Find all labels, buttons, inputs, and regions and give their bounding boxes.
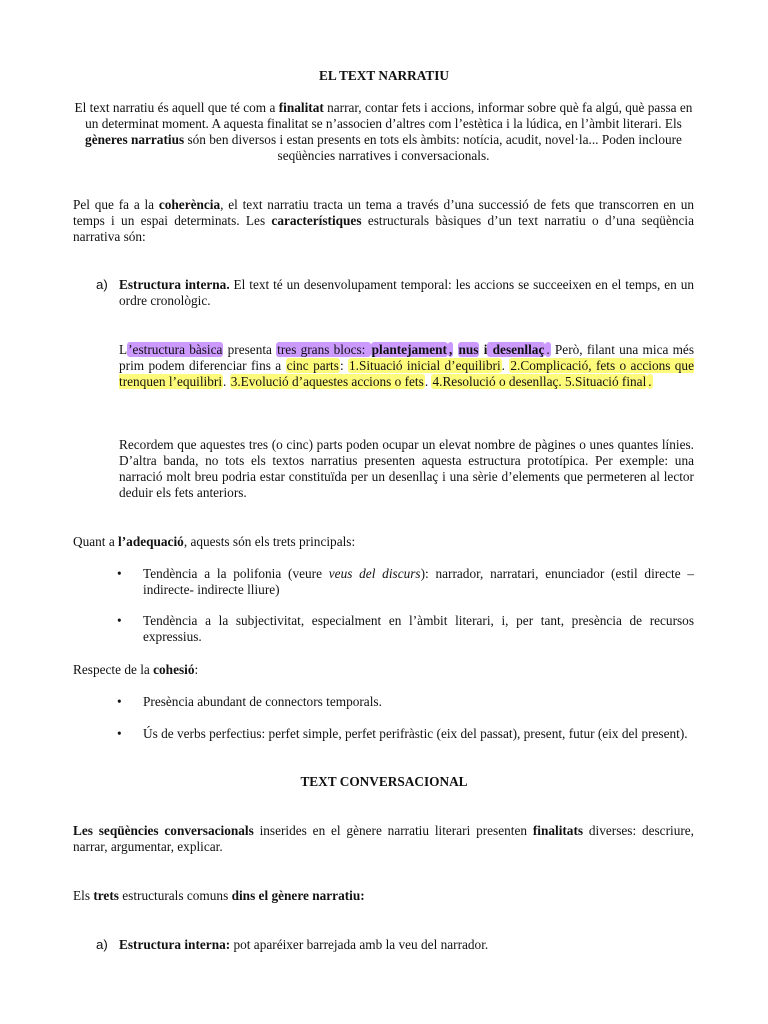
seq-text: inserides en el gènere narratiu literari presenten bbox=[253, 823, 533, 838]
text-run: L bbox=[119, 342, 128, 357]
bullet-icon: • bbox=[117, 694, 122, 709]
highlight-purple: . bbox=[546, 342, 550, 357]
highlight-yellow: 3.Evolució d’aquestes accions o fets bbox=[230, 374, 424, 389]
intro-text: són ben diversos i estan presents en tots els àmbits: notícia, acudit, novel·la... Poden incloure seqüències narratives i conversacionals. bbox=[184, 132, 682, 163]
coherencia-text: , el text narratiu tracta un tema a través d’una successió de fets que transcorren en un temps i un espai determinats. Les bbox=[73, 197, 695, 228]
bold-i: i bbox=[483, 342, 488, 357]
finalitats-bold: finalitats bbox=[532, 823, 584, 838]
intro-text: El text narratiu és aquell que té com a bbox=[74, 100, 279, 115]
bullet-icon: • bbox=[117, 726, 122, 741]
trets-bold: trets bbox=[93, 888, 119, 903]
coherencia-paragraph bbox=[73, 197, 694, 245]
highlight-yellow: . bbox=[648, 374, 652, 389]
cohesio-text: Respecte de la bbox=[73, 662, 154, 677]
cohesio-bullet-1: Presència abundant de connectors temporals. bbox=[143, 694, 382, 709]
adequacio-bullet-1 bbox=[143, 566, 694, 598]
trets-text: Els bbox=[73, 888, 94, 903]
text-run: presenta bbox=[223, 342, 277, 357]
text-run: Però, filant una mica més prim podem diferenciar fins a bbox=[119, 342, 695, 373]
adequacio-text: Quant a bbox=[73, 534, 119, 549]
cohesio-bullet-2: Ús de verbs perfectius: perfet simple, perfet perifràstic (eix del passat), present, futur (eix del present). bbox=[143, 726, 688, 741]
coherencia-bold: coherència bbox=[158, 197, 221, 212]
adequacio-bullet-2: Tendència a la subjectivitat, especialment en l’àmbit literari, i, per tant, presència de recursos expressius. bbox=[143, 613, 694, 644]
highlight-purple: tres grans blocs: bbox=[277, 342, 370, 357]
bullet-icon: • bbox=[117, 566, 122, 581]
adequacio-paragraph bbox=[73, 534, 694, 550]
text-run: : bbox=[339, 358, 348, 373]
text-run: . bbox=[501, 358, 510, 373]
seq-paragraph bbox=[73, 823, 694, 855]
highlight-yellow: cinc parts bbox=[286, 358, 339, 373]
bullet-italic: veus del discurs bbox=[328, 566, 421, 581]
caracteristiques-bold: característiques bbox=[271, 213, 362, 228]
trets-bold-genere: dins el gènere narratiu: bbox=[231, 888, 365, 903]
cohesio-paragraph bbox=[73, 662, 694, 678]
highlight-yellow: 4.Resolució o desenllaç. 5.Situació final bbox=[432, 374, 647, 389]
recordem-paragraph: Recordem que aquestes tres (o cinc) parts poden ocupar un elevat nombre de pàgines o unes quantes línies. D’altra banda, no tots els textos narratius presenten aquesta estructura prototípica. Per exemple: una narració molt breu podria estar constituïda per un desenllaç i una sèrie d’elements que permeteren al lector deduir els fets anteriors. bbox=[119, 437, 694, 500]
adequacio-text: , aquests són els trets principals: bbox=[183, 534, 356, 549]
highlight-purple-plantejament: plantejament bbox=[371, 342, 447, 357]
coherencia-text: Pel que fa a la bbox=[73, 197, 159, 212]
structure-paragraph bbox=[119, 342, 694, 390]
seq-text: diverses: descriure, narrar, argumentar, explicar. bbox=[73, 823, 694, 854]
highlight-yellow: 1.Situació inicial d’equilibri bbox=[349, 358, 501, 373]
highlight-yellow: 2.Complicació, fets o accions que trenquen l’equilibri bbox=[119, 358, 694, 389]
highlight-purple-nus: nus bbox=[458, 342, 479, 357]
coherencia-text: estructurals bàsiques d’un text narratiu o d’una seqüència narrativa són: bbox=[73, 213, 694, 244]
highlight-purple: ’estructura bàsica bbox=[128, 342, 223, 357]
intro-bold-generes: gèneres narratius bbox=[85, 132, 185, 147]
seq-bold: Les seqüències conversacionals bbox=[73, 823, 254, 838]
trets-text: estructurals comuns bbox=[118, 888, 232, 903]
cohesio-bold: cohesió bbox=[153, 662, 195, 677]
cohesio-text: : bbox=[194, 662, 199, 677]
item-a2-text: pot aparéixer barrejada amb la veu del narrador. bbox=[230, 937, 489, 952]
item-a-paragraph bbox=[119, 277, 694, 309]
item-a2-paragraph bbox=[119, 937, 694, 953]
bullet-text: Tendència a la polifonia (veure bbox=[143, 566, 329, 581]
bullet-text: ): narrador, narratari, enunciador (estil directe – indirecte- indirecte lliure) bbox=[143, 566, 695, 597]
intro-text: narrar, contar fets i accions, informar sobre què fa algú, què passa en un determinat moment. A aquesta finalitat se n’associen d’altres com l’estètica i la lúdica, en l’àmbit literari. Els bbox=[85, 100, 693, 131]
intro-paragraph bbox=[73, 100, 694, 164]
highlight-purple: , bbox=[448, 342, 453, 357]
item-a-text: El text té un desenvolupament temporal: les accions se succeeixen en el temps, en un ordre cronològic. bbox=[119, 277, 694, 308]
intro-bold-finalitat: finalitat bbox=[278, 100, 324, 115]
text-run: . bbox=[424, 374, 432, 389]
item-a2-heading: Estructura interna: bbox=[119, 937, 231, 952]
highlight-purple-desenllac: desenllaç bbox=[488, 342, 545, 357]
section-title-conversacional: TEXT CONVERSACIONAL bbox=[300, 774, 468, 789]
item-a-heading: Estructura interna. bbox=[119, 277, 230, 292]
text-run: . bbox=[223, 374, 230, 389]
list-marker-a: a) bbox=[96, 277, 108, 292]
bullet-icon: • bbox=[117, 613, 122, 628]
text-run bbox=[453, 342, 457, 357]
list-marker-a: a) bbox=[96, 937, 108, 952]
trets-paragraph bbox=[73, 888, 694, 904]
adequacio-bold: l’adequació bbox=[118, 534, 184, 549]
document-title: EL TEXT NARRATIU bbox=[318, 68, 450, 83]
